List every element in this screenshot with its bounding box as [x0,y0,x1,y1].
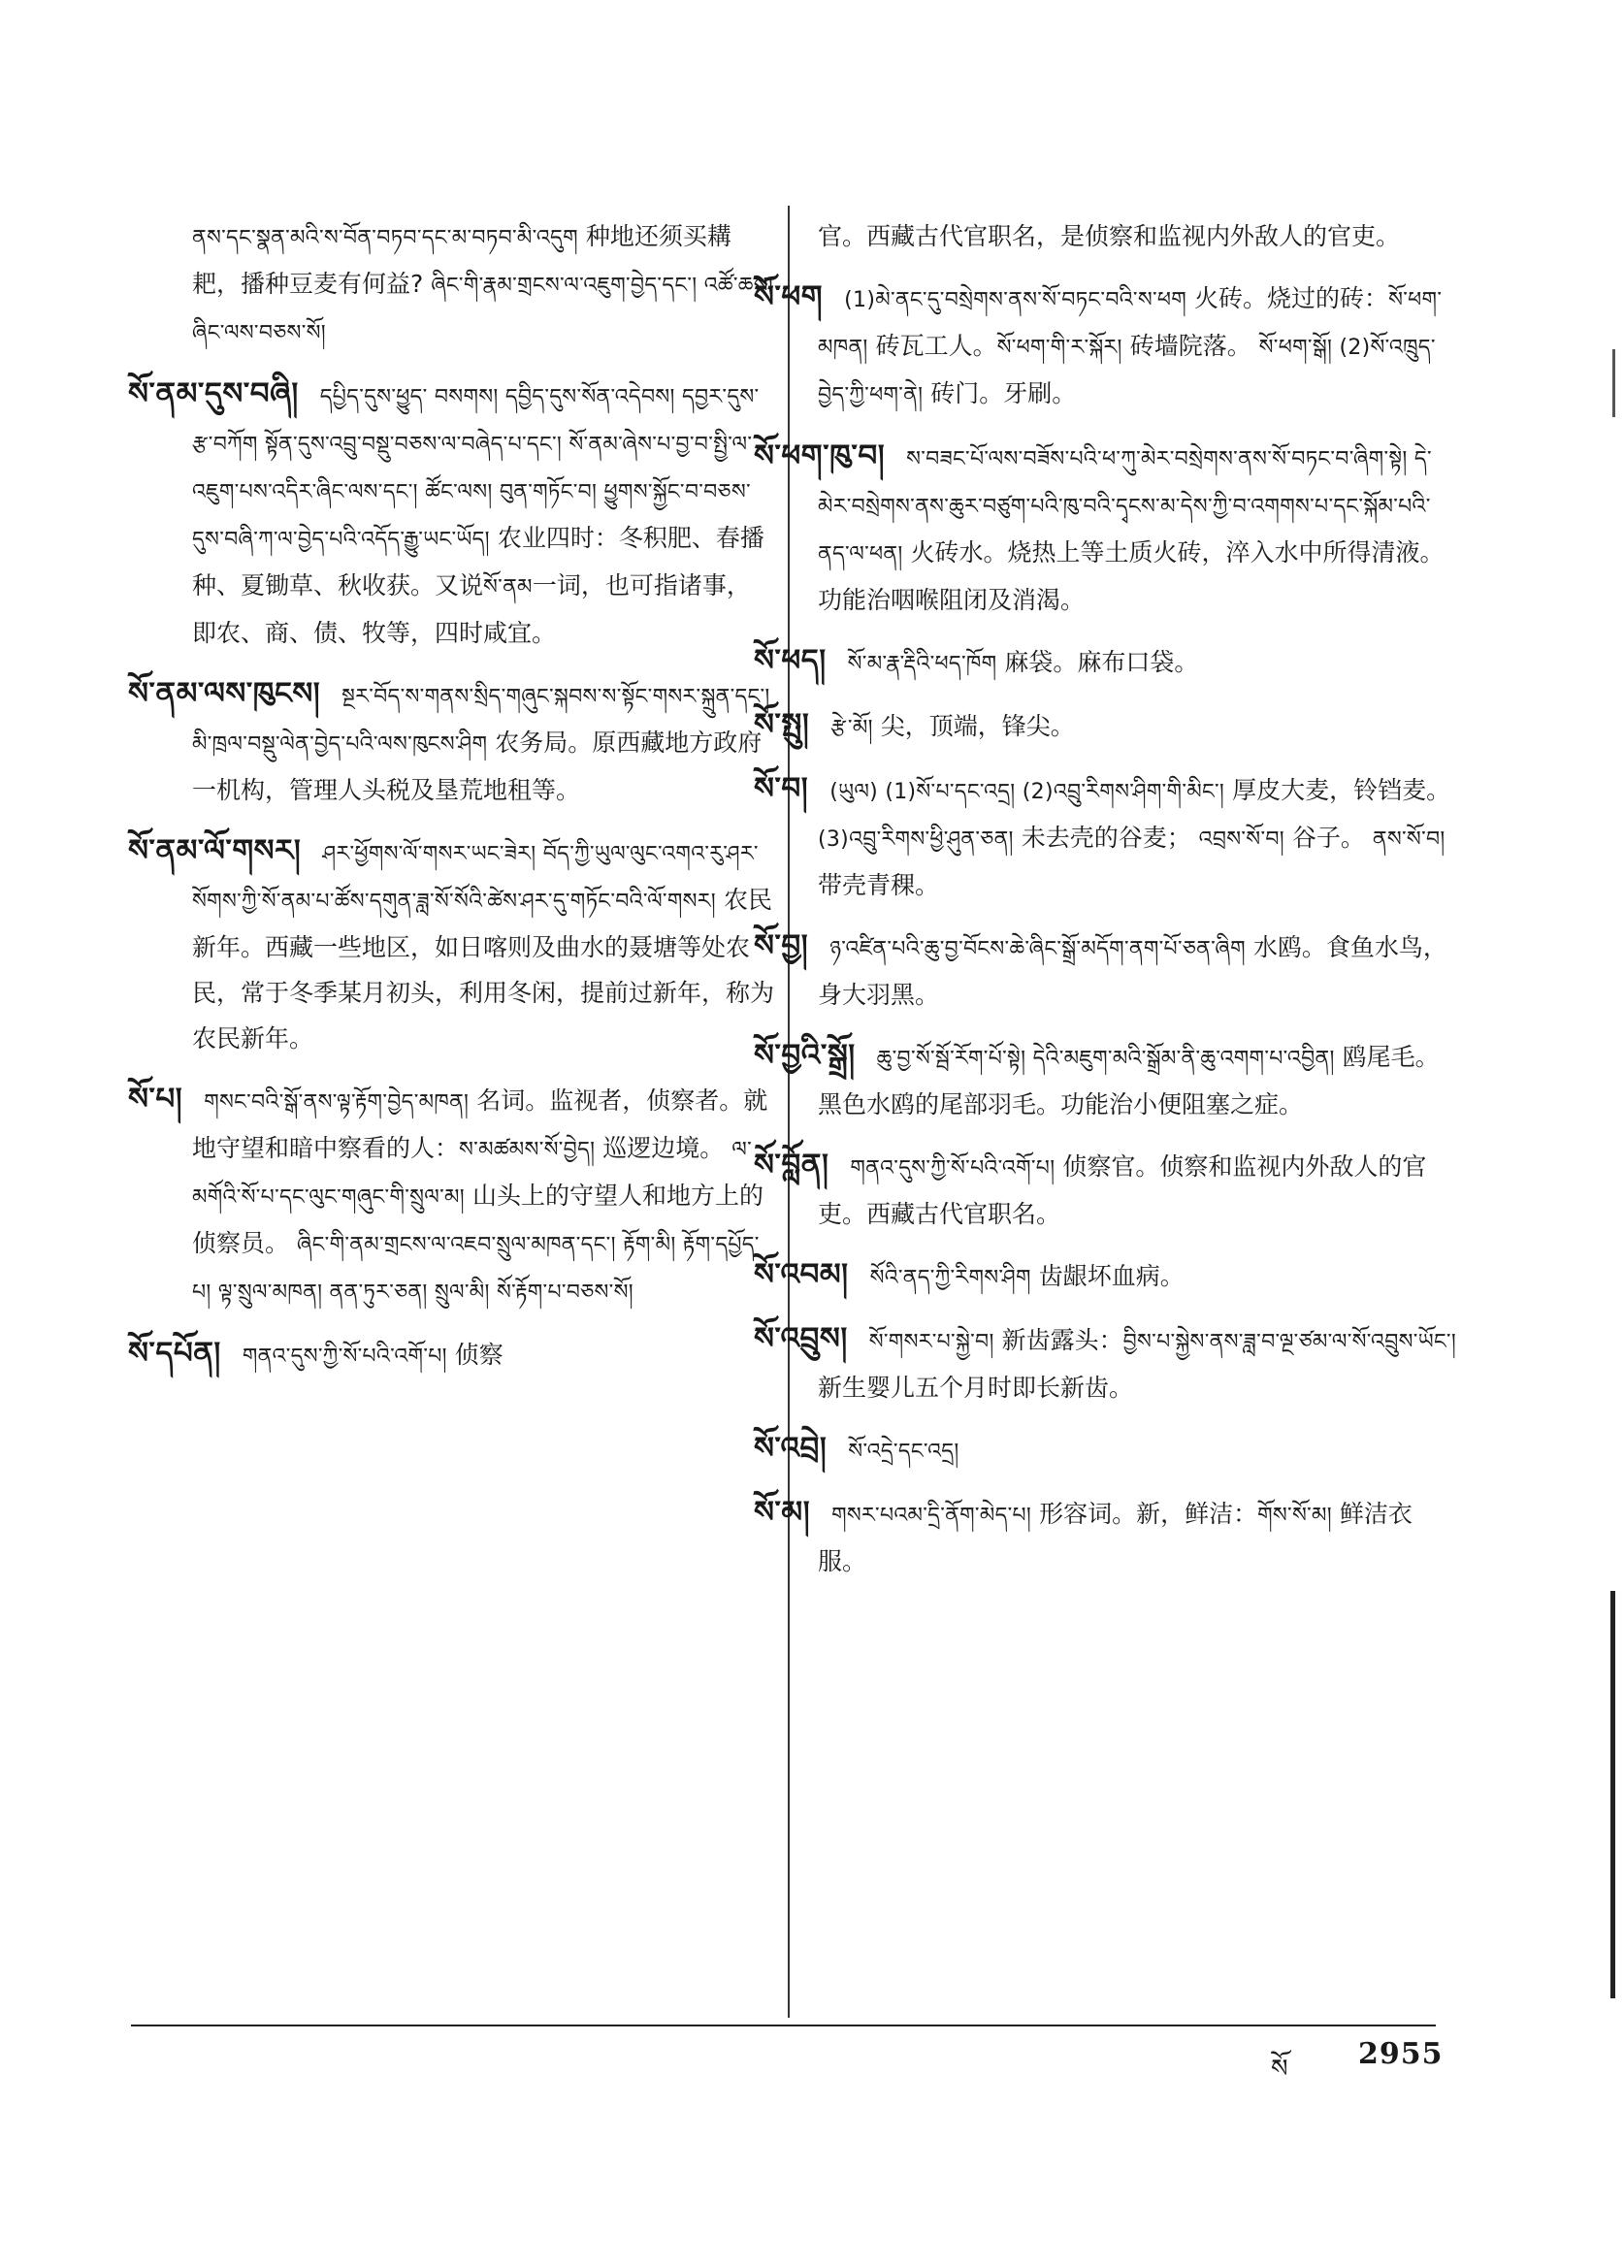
tibetan-text: སོ་ནམ [483,575,533,599]
entry [128,372,774,656]
entry [754,1143,1458,1237]
section-letter: སོ [1271,2055,1288,2084]
headword: སོ་བློན། [754,1148,829,1183]
entry [754,638,1458,687]
chinese-gloss: 厚皮大麦，铃铛麦。 [1232,776,1451,804]
chinese-gloss: 农业四时：冬积肥、春播种、夏锄草、秋收获。又说 [192,524,764,599]
headword: སོ་པ། [128,1082,183,1117]
chinese-gloss: 麻袋。麻布口袋。 [1004,648,1199,676]
headword: སོ་ཕད། [754,643,827,678]
tibetan-text: སོ་ཕག་མཁན། [818,288,1443,360]
headword: སོ་བྱ། [754,928,809,963]
tibetan-definition: སོ་འདྲེ་དང་འདྲ། [848,1440,959,1464]
tibetan-definition: སོའི་ནད་ཀྱི་རིགས་ཤིག [869,1266,1031,1290]
scan-artifact [1610,1591,1615,1998]
chinese-gloss: 侦察官。侦察和监视内外敌人的官吏。西藏古代官职名。 [818,1152,1427,1228]
tibetan-text: ནས་དང་སྣན་མའི་ས་བོན་བཏབ་དང་མ་བཏབ་མི་འདུག [192,226,578,250]
entry [754,1490,1458,1584]
tibetan-definition: ཉ་འཛིན་པའི་ཆུ་བྱ་བོངས་ཆེ་ཞིང་སྒྲོ་མདོག་ནག་པོ་ཅན་ཞིག [829,937,1246,961]
tibetan-text: ནས་སོ་བ། [1372,827,1445,852]
entry [754,1426,1458,1474]
tibetan-text: ཞིང་གི་ནམ་གྲངས་ལ་འཇབ་སྲུལ་མཁན་དང་། རྟོག་མི། རྟོག་དཔྱོད་པ། ལྟ་སྲུལ་མཁན། ནན་ཏུར་ཅན། སྲུལ་མི། སོ་རྟོག་པ་བཅས་སོ། [192,1233,760,1305]
chinese-gloss: 水鸥。食鱼水鸟，身大羽黑。 [818,933,1447,1009]
entry [754,1033,1458,1127]
tibetan-definition: ས་བཟང་པོ་ལས་བཟོས་པའི་ཕ་ཀུ་མེར་བསྲེགས་ནས་སོ་བཏང་བ་ཞིག་སྟེ། དེ་མེར་བསྲེགས་ནས་ཆུར་བཙུག་པའི་ཁུ་བའི་དྭངས་མ་དེས་ཀྱི་བ་འགགས་པ་དང་སྐོམ་པའི་ནད་ལ་ཕན། [818,447,1432,567]
tibetan-definition: གནའ་དུས་ཀྱི་སོ་པའི་འགོ་པ། [850,1156,1056,1181]
headword: སོ་ནམ་ལོ་གསར། [128,833,302,868]
tibetan-definition: སོ་གསར་པ་སྐྱེ་བ། [868,1330,994,1354]
entry [754,923,1458,1018]
right-column [754,213,1458,1600]
headword: སོ་འབྲུས། [754,1321,848,1356]
chinese-gloss: 农务局。原西藏地方政府一机构，管理人头税及垦荒地租等。 [192,729,763,804]
chinese-gloss: 火砖水。烧热上等土质火砖，淬入水中所得清液。功能治咽喉阻闭及消渴。 [818,538,1445,614]
headword: སོ་ཕག [754,279,824,314]
headword: སོ་འབམ། [754,1257,849,1292]
scan-artifact [1612,349,1615,417]
tibetan-definition: སྔར་བོད་ས་གནས་སྲིད་གཞུང་སྐབས་ས་སྟོང་གསར་སྐྲུན་དང་། མི་ཁྲལ་བསྡུ་ལེན་བྱེད་པའི་ལས་ཁུངས་ཤིག [192,685,770,757]
entry [128,828,775,1061]
entry [754,275,1458,418]
chinese-gloss: 谷子。 [1291,824,1365,852]
entry [128,1077,774,1315]
tibetan-definition: གསང་བའི་སྒོ་ནས་ལྟ་རྟོག་བྱེད་མཁན། [204,1090,470,1115]
entry [128,1331,774,1379]
chinese-gloss: 一词，也可指诸事，即农、商、债、牧等，四时咸宜。 [192,571,751,647]
entry [754,766,1458,908]
chinese-gloss: 未去壳的谷麦； [1021,824,1191,852]
tibetan-definition: དཔྱིད་དུས་ཕྱུད་ བསགས། དབྱིད་དུས་སོན་འདེབས། དབྱར་དུས་རྩ་བཀོག སྟོན་དུས་འབྲུ་བསྡུ་བཅས་ལ་བཞེད་པ་དང་། སོ་ནམ་ཞེས་པ་བྱ་བ་སྤྱི་ལ་འཇུག་པས་འདིར་ཞིང་ལས་དང་། ཚོང་ལས། བུན་གཏོང་བ། ཕྱུགས་སྐྱོང་བ་བཅས་དུས་བཞི་ཀ་ལ་བྱེད་པའི་འདོད་རྒྱུ་ཡང་ཡོད། [192,385,760,552]
tibetan-definition: གསར་པའམ་དྲི་ནོག་མེད་པ། [831,1504,1032,1528]
chinese-gloss: 砖墙院落。 [1129,332,1251,360]
headword: སོ་ཕག་ཁུ་བ། [754,438,886,473]
chinese-gloss: 侦察 [454,1341,503,1369]
chinese-gloss: 山头上的守望人和地方上的侦察员。 [192,1182,763,1257]
tibetan-text: སོ་ཕག་གི་ར་སྐོར། [996,336,1122,360]
tibetan-definition: ཤར་ཕྱོགས་ལོ་གསར་ཡང་ཟེར། བོད་ཀྱི་ཡུལ་ལུང་འགའ་རུ་ཤར་སོགས་ཀྱི་སོ་ནམ་པ་ཚོས་དགུན་ཟླ་སོ་སོའི་ཚེས་ཤར་དུ་གཏོང་བའི་ལོ་གསར། [192,842,759,914]
tibetan-definition: སོ་མ་རྣ་རྡིའི་ཕད་ཁོག [847,652,997,676]
chinese-gloss: 官。西藏古代官职名，是侦察和监视内外敌人的官吏。 [818,222,1401,250]
chinese-gloss: 鲜洁衣服。 [818,1500,1413,1575]
tibetan-text: ལ་མགོའི་སོ་པ་དང་ལུང་གཞུང་གི་སྲུལ་མ། [192,1138,752,1210]
entry [818,213,1458,259]
chinese-gloss: 农民新年。西藏一些地区，如日喀则及曲水的聂塘等处农民，常于冬季某月初头，利用冬闲，提前过新年，称为农民新年。 [192,886,775,1053]
entry [128,671,774,813]
chinese-gloss: 砖门。牙刷。 [930,379,1077,407]
tibetan-definition: གནའ་དུས་ཀྱི་སོ་པའི་འགོ་པ། [242,1345,447,1369]
tibetan-text: (3)འབྲུ་རིགས་ཕྱི་ཤུན་ཅན། [818,827,1014,852]
tibetan-text: བྱིས་པ་སྐྱེས་ནས་ཟླ་བ་ལྔ་ཙམ་ལ་སོ་འབྲུས་ཡོང་། [1122,1330,1457,1354]
chinese-gloss: 形容词。新，鲜洁： [1039,1500,1258,1528]
chinese-gloss: 鸥尾毛。黑色水鸥的尾部羽毛。功能治小便阻塞之症。 [818,1043,1440,1118]
tibetan-definition: རྩེ་མོ། [830,716,873,740]
chinese-gloss: 齿龈坏血病。 [1038,1262,1185,1290]
footer-rule [131,2025,1436,2026]
headword: སོ་འབྲེ། [754,1431,828,1466]
entry [754,1252,1458,1301]
chinese-gloss: 火砖。烧过的砖： [1194,284,1389,312]
chinese-gloss: 巡逻边境。 [602,1134,725,1162]
column-divider [788,206,790,2018]
headword: སོ་བྱའི་སྒྲོ། [754,1038,856,1073]
chinese-gloss: 名词。监视者，侦察者。就地守望和暗中察看的人： [192,1086,768,1162]
left-column [128,213,775,1395]
chinese-gloss: 砖瓦工人。 [875,332,997,360]
entry [192,213,774,356]
entry [754,434,1458,623]
entry [754,702,1458,751]
headword: སོ་བ། [754,771,809,806]
tibetan-text: འབྲས་སོ་བ། [1198,827,1284,852]
tibetan-definition: (ཡུལ) (1)སོ་པ་དང་འདྲ། (2)འབྲུ་རིགས་ཤིག་གི་མིང་། [829,780,1225,804]
headword: སོ་ནམ་ལས་ཁུངས། [128,676,321,711]
tibetan-definition: (1)མེ་ནང་དུ་བསྲེགས་ནས་སོ་བཏང་བའི་ས་ཕག [844,288,1187,312]
tibetan-text: ས་མཚམས་སོ་བྱེད། [459,1138,596,1162]
chinese-gloss: 带壳青稞。 [818,871,940,899]
headword: སོ་དཔོན། [128,1336,221,1371]
page-number: 2955 [1358,2037,1444,2071]
headword: སོ་སྤུ། [754,707,810,742]
tibetan-text: ཞིང་གི་རྣམ་གྲངས་ལ་འཇུག་བྱེད་དང་། འཚོ་ཆས། ཞིང་ལས་བཅས་སོ། [192,274,774,345]
chinese-gloss: 种地还须买耩耙，播种豆麦有何益? [192,222,731,298]
tibetan-definition: ཆུ་བྱ་སོ་སྦོ་རོག་པོ་སྟེ། དེའི་མཇུག་མའི་སྒྲོམ་ནི་ཆུ་འགག་པ་འབྱིན། [876,1047,1335,1071]
chinese-gloss: 新齿露头： [1001,1326,1123,1354]
tibetan-text: སོ་ཕག་སྒོ། (2)སོ་འཁྲུད་བྱེད་ཀྱི་ཕག་ནེ། [818,336,1436,407]
headword: སོ་ནམ་དུས་བཞི། [128,376,299,411]
chinese-gloss: 新生婴儿五个月时即长新齿。 [818,1374,1134,1402]
headword: སོ་མ། [754,1495,811,1530]
entry [754,1316,1458,1410]
chinese-gloss: 尖，顶端，锋尖。 [880,712,1075,740]
tibetan-text: གོས་སོ་མ། [1257,1504,1332,1528]
